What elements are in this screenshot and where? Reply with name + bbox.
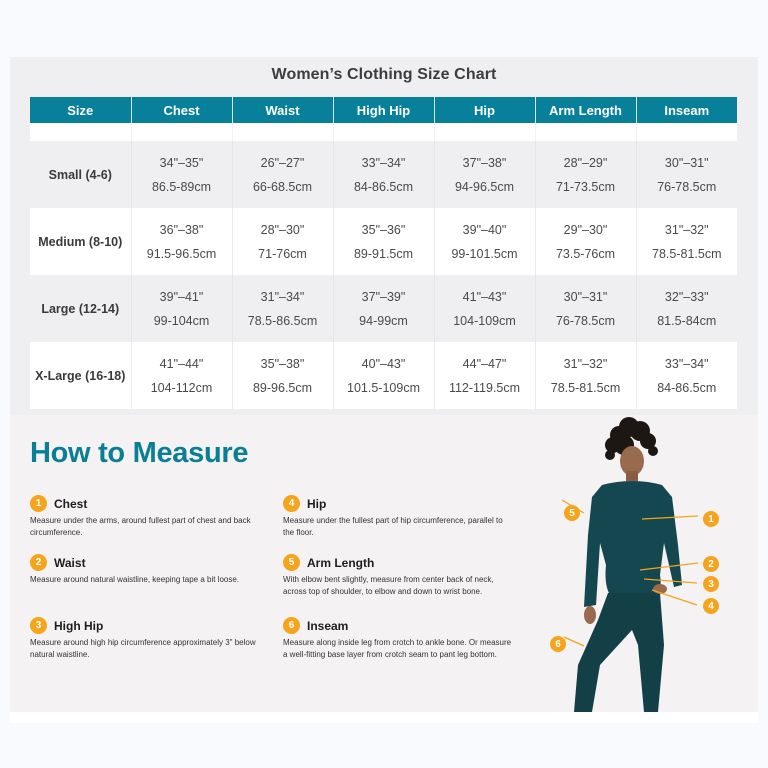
high-hip-cell: 35"–36" 89-91.5cm: [333, 208, 434, 275]
measure-item-waist: [30, 554, 270, 586]
measure-item-chest: [30, 495, 270, 539]
size-chart-card: [10, 57, 758, 723]
item-description: Measure around high hip circumference approximately 3" below natural waistline.: [30, 638, 256, 659]
number-badge-icon: 2: [30, 554, 47, 571]
table-row-x-large: [30, 342, 737, 409]
item-description: Measure under the arms, around fullest part of chest and back circumference.: [30, 516, 251, 537]
number-badge-icon: 5: [283, 554, 300, 571]
chest-cell: 36"–38" 91.5-96.5cm: [131, 208, 232, 275]
spacer-row: [30, 123, 737, 141]
column-header-size: Size: [30, 97, 131, 123]
column-header-arm-length: Arm Length: [535, 97, 636, 123]
size-label: Large (12-14): [30, 275, 131, 342]
inseam-cell: 32"–33" 81.5-84cm: [636, 275, 737, 342]
high-hip-cell: 33"–34" 84-86.5cm: [333, 141, 434, 208]
item-name: Chest: [54, 496, 88, 511]
item-name: Arm Length: [307, 555, 375, 570]
arm-length-cell: 31"–32" 78.5-81.5cm: [535, 342, 636, 409]
callout-3-icon: 3: [703, 576, 719, 592]
table-header-row: [30, 97, 737, 123]
how-to-measure-section: [10, 415, 758, 712]
number-badge-icon: 6: [283, 617, 300, 634]
measure-item-inseam: [283, 617, 515, 661]
arm-length-cell: 28"–29" 71-73.5cm: [535, 141, 636, 208]
table-row-medium: [30, 208, 737, 275]
how-to-measure-title: How to Measure: [30, 437, 249, 469]
chest-cell: 41"–44" 104-112cm: [131, 342, 232, 409]
chest-cell: 39"–41" 99-104cm: [131, 275, 232, 342]
number-badge-icon: 4: [283, 495, 300, 512]
hip-cell: 41"–43" 104-109cm: [434, 275, 535, 342]
number-badge-icon: 1: [30, 495, 47, 512]
waist-cell: 31"–34" 78.5-86.5cm: [232, 275, 333, 342]
arm-length-cell: 30"–31" 76-78.5cm: [535, 275, 636, 342]
hip-cell: 37"–38" 94-96.5cm: [434, 141, 535, 208]
item-name: Inseam: [307, 618, 349, 633]
number-badge-icon: 3: [30, 617, 47, 634]
measure-item-arm-length: [283, 554, 515, 598]
item-description: With elbow bent slightly, measure from center back of neck, across top of shoulder, to elbow and down to wrist bone.: [283, 575, 494, 596]
waist-cell: 26"–27" 66-68.5cm: [232, 141, 333, 208]
item-description: Measure along inside leg from crotch to ankle bone. Or measure a well-fitting base layer from crotch seam to pant leg bottom.: [283, 638, 512, 659]
table-row-large: [30, 275, 737, 342]
inseam-cell: 31"–32" 78.5-81.5cm: [636, 208, 737, 275]
model-illustration-icon: [540, 415, 758, 712]
size-chart-section: [10, 57, 758, 415]
callout-6-icon: 6: [550, 636, 566, 652]
item-name: High Hip: [54, 618, 104, 633]
inseam-cell: 30"–31" 76-78.5cm: [636, 141, 737, 208]
high-hip-cell: 37"–39" 94-99cm: [333, 275, 434, 342]
hip-cell: 44"–47" 112-119.5cm: [434, 342, 535, 409]
column-header-high-hip: High Hip: [333, 97, 434, 123]
table-row-small: [30, 141, 737, 208]
callout-4-icon: 4: [703, 598, 719, 614]
waist-cell: 35"–38" 89-96.5cm: [232, 342, 333, 409]
item-name: Waist: [54, 555, 86, 570]
column-header-hip: Hip: [434, 97, 535, 123]
column-header-waist: Waist: [232, 97, 333, 123]
callout-5-icon: 5: [564, 505, 580, 521]
high-hip-cell: 40"–43" 101.5-109cm: [333, 342, 434, 409]
item-description: Measure under the fullest part of hip circumference, parallel to the floor.: [283, 516, 503, 537]
column-header-inseam: Inseam: [636, 97, 737, 123]
measure-item-hip: [283, 495, 508, 539]
item-description: Measure around natural waistline, keeping tape a bit loose.: [30, 575, 240, 584]
model-figure: [540, 415, 758, 712]
inseam-cell: 33"–34" 84-86.5cm: [636, 342, 737, 409]
size-label: Medium (8-10): [30, 208, 131, 275]
size-label: Small (4-6): [30, 141, 131, 208]
chest-cell: 34"–35" 86.5-89cm: [131, 141, 232, 208]
column-header-chest: Chest: [131, 97, 232, 123]
callout-1-icon: 1: [703, 511, 719, 527]
measure-item-high-hip: [30, 617, 270, 661]
item-name: Hip: [307, 496, 327, 511]
chart-title: Women’s Clothing Size Chart: [271, 66, 497, 83]
arm-length-cell: 29"–30" 73.5-76cm: [535, 208, 636, 275]
size-table: [30, 97, 737, 409]
hip-cell: 39"–40" 99-101.5cm: [434, 208, 535, 275]
waist-cell: 28"–30" 71-76cm: [232, 208, 333, 275]
size-label: X-Large (16-18): [30, 342, 131, 409]
callout-2-icon: 2: [703, 556, 719, 572]
